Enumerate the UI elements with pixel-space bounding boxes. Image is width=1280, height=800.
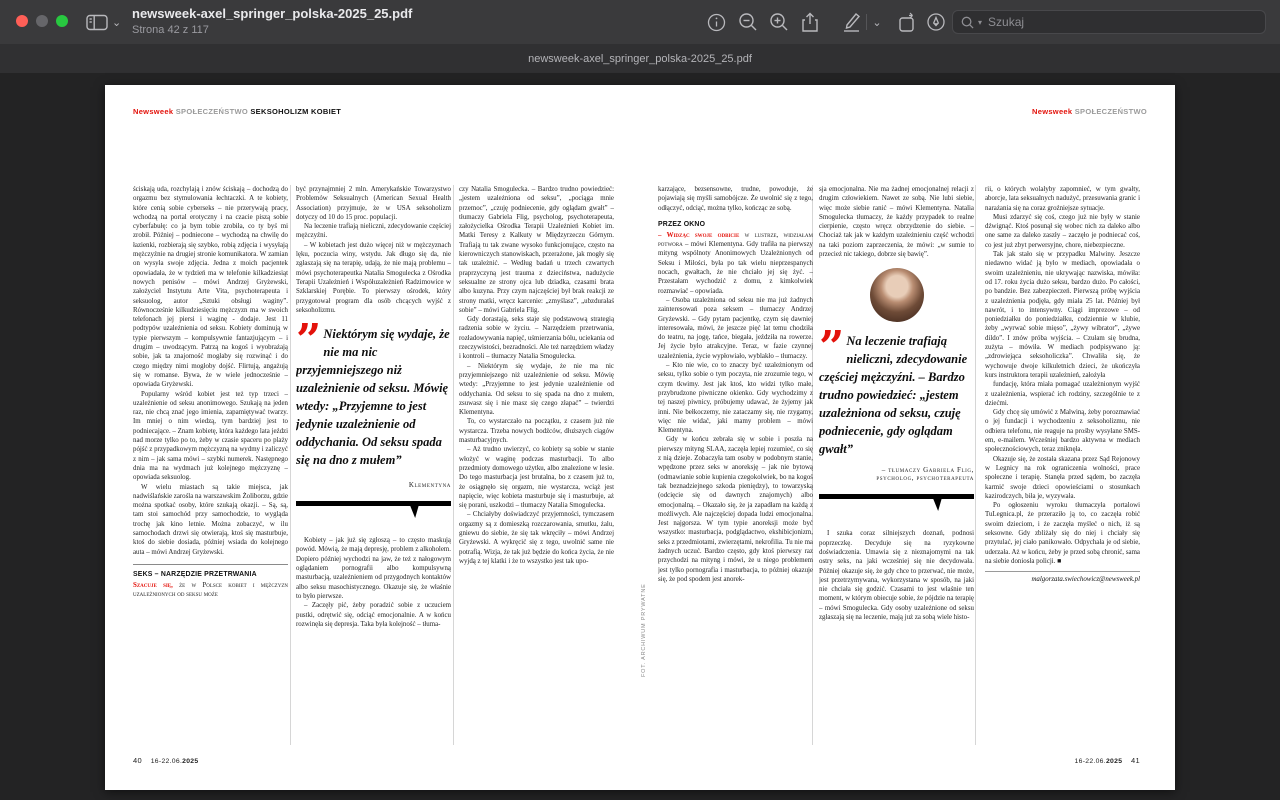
text-column-6 (985, 185, 1140, 751)
right-page-footer (1075, 756, 1140, 765)
document-tab[interactable]: newsweek-axel_springer_polska-2025_25.pdf (528, 52, 752, 65)
highlight-button[interactable] (923, 10, 949, 34)
column-divider (975, 185, 976, 745)
pull-quote-attribution (819, 466, 974, 482)
search-scope-chevron-icon: ▾ (978, 17, 983, 27)
article-paragraph: sja emocjonalna. Nie ma żadnej emocjonalnej relacji z drugim człowiekiem. Nawet ze sobą. Nie lubi siebie, więc może siebie ranić – mówi Klementyna. Natalia Smogulecka tłumaczy, że każdy przypadek to realne cierpienie, często wręcz obrzydzenie do siebie. – Chociaż tak jak w każdym uzależnieniu część wchodzi na taki poziom zaprzeczenia, że mówi: „w sumie to przecież nic takiego, dobrze się bawię”. (819, 186, 974, 259)
article-paragraph: W wielu miastach są takie miejsca, jak nadwiślańskie zarośla na warszawskim Żoliborzu, gdzie można spotkać osoby, które szukają okazji. – Są, są, tam stoi samochód przy samochodzie, to wygląda trochę jak kino letnie. Można zobaczyć, w ilu samochodach drzwi się otwierają, ktoś się masturbuje, ktoś do siebie dosiada, później wsiada do kolejnego auta – mówi Andrzej Gryżewski. (133, 483, 288, 556)
search-field[interactable] (952, 10, 1266, 34)
article-paragraph: Na leczenie trafiają nieliczni, zdecydowanie częściej mężczyźni. (296, 223, 451, 240)
lead-in-caps: że w Polsce kobiet i mężczyzn uzależnionych od seksu może (133, 581, 288, 599)
rotate-left-icon (897, 12, 917, 33)
zoom-out-icon (738, 12, 758, 32)
subheading: SEKS – NARZĘDZIE PRZETRWANIA (133, 564, 288, 579)
left-page-header (133, 107, 341, 116)
page-number: 41 (1131, 756, 1140, 765)
section-label: SPOŁECZEŃSTWO (175, 107, 248, 116)
window-title: newsweek-axel_springer_polska-2025_25.pdf (132, 6, 413, 21)
pull-quote-text: Na leczenie trafiają nieliczni, zdecydowanie częściej mężczyźni. – Bardzo trudno powiedzieć: „jestem uzależniona od seksu, czuję podniecenie, gdy oglądam gwałt” (819, 334, 968, 457)
quote-mark-icon: ” (819, 322, 845, 374)
markup-button[interactable] (838, 10, 864, 34)
document-scroll-area[interactable] (0, 73, 1280, 800)
markup-pen-icon (840, 11, 862, 33)
zoom-in-button[interactable] (766, 10, 792, 34)
zoom-out-button[interactable] (735, 10, 761, 34)
lead-in-caps: w lustrze, widziałam potwora (658, 231, 813, 249)
search-icon (961, 16, 974, 29)
share-icon (801, 12, 819, 33)
window-titlebar (0, 0, 1280, 45)
issue-date: 16-22.06. (150, 758, 183, 765)
article-paragraph: – Niektórym się wydaje, że nie ma nic przyjemniejszego niż uzależnienie od seksu. Mówię wtedy: „Przyjemne to jest jedynie uzależnienie od oddychania. Od seksu to się spada na dno z mułem, zsuwasz się i nie masz się czego złapać” – twierdzi Klementyna. (459, 362, 614, 417)
article-paragraph: Tak jak stało się w przypadku Malwiny. Jeszcze niedawno widać ją było w mediach, opowiadała o swoim uzależnieniu, nie ukrywając nazwiska, mówiła: od 17. roku życia dużo seksu, bardzo dużo. Po całości, po bandzie. Bez zabezpieczeń. Pierwszą próbę wyjścia z uzależnienia podjęła, gdy miała 25 lat. Później był nawrót, i to intensywny. Ciągi imprezowe – od poniedziałku do poniedziałku, codziennie w klubie, żeby „wyrwać sobie mięso”, „żywy wibrator”, „żywe dildo”. I znów próba wyjścia. – Czułam się brudna, zużyta – mówiła. W mediach podpisywano ją: „zdrowiejąca seksoholiczka”. Chwaliła się, że wychowuje dwoje kilkuletnich dzieci, że ukończyła kurs instruktora terapii uzależnień, założyła (985, 251, 1140, 379)
article-paragraph: – Kto nie wie, co to znaczy być uzależnionym od seksu, tylko sobie o tym poczyta, nie zrozumie tego, w czym tkwimy. Jest jak ktoś, kto widzi tylko małe, przybrudzone piwniczne okienko. Gdy wychodzimy z tej naszej piwnicy, próbujemy udawać, że żyjemy jak inni. Nie bełkoczemy, nie zataczamy się, nie rzygamy, więc nie widać, jaki mamy problem – mówi Klementyna. (658, 362, 813, 435)
document-tab-bar (0, 44, 1280, 74)
rotate-button[interactable] (894, 10, 920, 34)
article-paragraph: Gdy w końcu zebrała się w sobie i poszła na pierwszy mityng SLAA, zaczęła lepiej rozumieć, co się z nią dzieje. Zobaczyła tam osoby w podobnym stanie, wpędzone przez seks w anoreksję – jak nie bytową (odmawianie sobie kupienia czegokolwiek, bo na kogoś tak beznadziejnego szkoda pieniędzy), to towarzyską (odcięcie się od dawnych znajomych) albo emocjonalną. – Okazało się, że ja zapadłam na każdą z możliwych. Ale najczęściej dopada ludzi emocjonalna. Jest najgorsza. W tym typie anoreksji może być wszystko: masturbacja, podglądactwo, ekshibicjonizm, seks z przedmiotami, zwierzętami, nekrofilia. Tu nie ma żadnych uczuć. Bardzo często, gdy ktoś pierwszy raz przychodzi na mityng i mówi, że u niego problemem jest tylko pornografia i masturbacja, to później okazuje się, że pod spodem jest anorek- (658, 436, 813, 583)
issue-date: 16-22.06. (1074, 758, 1106, 765)
sidebar-toggle-button[interactable] (86, 11, 126, 33)
article-paragraph: Gdy dorastają, seks staje się podstawową strategią radzenia sobie w życiu. – Narzędziem przetrwania, rozładowywania napięć, uśmierzania bólu, uciekania od rzeczywistości, bezradności. Ale też narzędziem władzy i kontroli – tłumaczy Natalia Smogulecka. (459, 316, 614, 361)
pull-quote-attribution: Klementyna (408, 481, 451, 490)
info-icon (707, 13, 726, 32)
issue-year: 2025 (1105, 758, 1123, 765)
column-divider (453, 185, 454, 745)
sidebar-icon (86, 14, 108, 31)
pen-nib-circle-icon (926, 12, 946, 32)
newsweek-logo: Newsweek (133, 107, 174, 116)
search-input[interactable] (986, 14, 1220, 30)
issue-year: 2025 (182, 758, 199, 765)
magazine-spread-page (105, 85, 1175, 790)
article-paragraph: – Osoba uzależniona od seksu nie ma już żadnych zainteresowań poza seksem – tłumaczy Andrzej Gryżewski. – Gdy pytam pacjentkę, czym się dawniej interesowała, mówi, że jeszcze pięć lat temu chodziła do teatru, na jogę, tańce, biegała, jeździła na rowerze. Jej życie było atrakcyjne. Teraz, w fazie czynnej uzależnienia, życie wypłowiało, wyblakło – tłumaczy. (658, 296, 813, 360)
toolbar-divider (866, 14, 867, 30)
article-paragraph: ściskają uda, rozchylają i znów ściskają – dochodzą do orgazmu bez stymulowania łechtaczki. A te kobiety, które cenią sobie cyberseks – nie przerywają pracy, wchodzą na portal erotyczny i na czacie piszą sobie cyberfabułę: co ja bym tobie zrobiła, co ty byś mi zrobił. Później – podniecone – wychodzą na chwilę do łazienki, rozbierają się szybko, robią zdjęcia i wysyłają mężczyźnie na drugiej stronie komunikatora. W zamian on wysyła swoje zdjęcia. Jedna z moich pacjentek opowiadała, że w tydzień ma w telefonie kilkadziesiąt nowych penisów – mówi Andrzej Gryżewski, założyciel Instytutu Arte Vita, psychoterapeuta i seksuolog, autor „Sztuki obsługi waginy”. Równocześnie kilkudziesięciu mężczyzn ma w swoich telefonach jej piersi i waginę - dodaje. Jest 11 podtypów uzależnienia od seksu. Kobiety dominują w typie pierwszym – kompulsywnie fantazjującym – i drugim – uwodzącym. Patrzą na kogoś i wyobrażają sobie, jak ta znajomość mogłaby się rozwinąć i do czego między nimi mogłoby dojść. Flirtują, angażują się w romanse. Bywa, że w wiele jednocześnie – opowiada Gryżewski. (133, 186, 288, 389)
window-title-block (132, 7, 412, 37)
article-paragraph: To, co wystarczało na początku, z czasem już nie wystarcza. Trzeba nowych bodźców, dłuższych ciągów masturbacyjnych. (459, 418, 614, 445)
text-column-3 (459, 185, 614, 751)
article-paragraph: rii, o których wolałyby zapomnieć, w tym gwałty, aborcje, lata seksualnych nadużyć, przesuwania granic i narażania się na coraz groźniejsze sytuacje. (985, 186, 1140, 212)
article-paragraph: – Zaczęły pić, żeby poradzić sobie z uczuciem pustki, odrętwić się, odciąć emocjonalnie. A w końcu rozwinęła się depresja. Taka była kolejność – tłuma- (296, 602, 451, 628)
article-paragraph: Okazuje się, że została skazana przez Sąd Rejonowy w Legnicy na rok ograniczenia wolności, prace społeczne i terapię. Stanęła przed sądem, bo zaczęła karmić swoje dzieci opowieściami o stosunkach kazirodczych, biła je, wyzywała. (985, 455, 1140, 500)
pull-quote-text: Niektórym się wydaje, że nie ma nic przyjemniejszego niż uzależnienie od seksu. Mówię wtedy: „Przyjemne to jest jedynie uzależnienie od oddychania. Od seksu spada się na dno z mułem” (296, 327, 450, 468)
section-label: SPOŁECZEŃSTWO (1074, 107, 1147, 116)
subheading: PRZEZ OKNO (658, 220, 706, 228)
article-paragraph: – Aż trudno uwierzyć, co kobiety są sobie w stanie włożyć w waginę podczas masturbacji. To albo przedmioty domowego użytku, albo znalezione w lesie. Do tego masturbacja jest brutalna, bo z czasem już to, że osiągnęło się orgazm, nie wystarcza, wciąż jest napięcie, więc kobieta masturbuje się i masturbuje, aż się porani, uszkodzi – tłumaczy Natalia Smogulecka. (459, 446, 614, 510)
page-number: 40 (133, 756, 142, 765)
attribution-line: psycholog, psychoterapeuta (876, 474, 974, 483)
article-paragraph: karzające, bezsensowne, trudne, powoduje, że pojawiają się myśli samobójcze. Że uwolnić się z tego, odłączyć, odciąć, można tylko, kończąc ze sobą. (658, 186, 813, 212)
portrait-photo (870, 268, 924, 322)
article-lead-paragraph (658, 231, 813, 296)
article-paragraph: Kobiety – jak już się zgłoszą – to często maskują powód. Mówią, że mają depresję, problem z alkoholem. Dopiero później wychodzi na jaw, że też z nałogowym oglądaniem pornografii albo kompulsywną masturbacją, uzależnieniem od przygodnych kontaktów albo seksu masochistycznego. Okazuje się, że właśnie to było pierwsze. (296, 537, 451, 600)
lead-in-rest: – mówi Klementyna. Gdy trafiła na pierwszy mityng wspólnoty Anonimowych Uzależnionych od Seksu i Miłości, była po tak wielu nieprzespanych nocach, gwałtach, że nie chciało jej się żyć. – Przestałam wychodzić z domu, z kimkolwiek rozmawiać – opowiada. (658, 241, 813, 295)
pull-quote-right (819, 322, 974, 521)
info-button[interactable] (703, 10, 729, 34)
quote-mark-icon: ” (296, 315, 322, 367)
article-paragraph: Musi zdarzyć się coś, czego już nie były w stanie dźwignąć. Ktoś posunął się wobec nich za daleko albo one same za daleko zaszły – zaczęło je podniecać coś, co jest już zbyt perwersyjne, chore, niebezpieczne. (985, 213, 1140, 249)
pull-quote-left (296, 315, 451, 528)
minimize-window-button[interactable] (36, 15, 48, 27)
speech-tail-icon (406, 505, 419, 518)
article-lead-paragraph (133, 581, 288, 600)
column-divider (290, 185, 291, 745)
photo-credit: FOT. ARCHIWUM PRYWATNE (641, 583, 647, 677)
article-paragraph: Gdy chcę się umówić z Malwiną, żeby porozmawiać o jej fundacji i wychodzeniu z seksoholizmu, nie odbiera telefonu, nie reaguje na prośby wysyłane SMS-em, e-mailem. Wcześniej bardzo aktywna w mediach społecznościowych, teraz zniknęła. (985, 409, 1140, 454)
text-column-4 (658, 185, 813, 751)
right-page-header (1032, 107, 1147, 116)
share-button[interactable] (797, 10, 823, 34)
page-status: Strona 42 z 117 (132, 23, 209, 36)
article-paragraph: I szuka coraz silniejszych doznań, podnosi poprzeczkę. Decyduje się na ryzykowne doświadczenia. Umawia się z nieznajomymi na tak ostry seks, na jaki wcześniej się nie decydowała. Później okazuje się, że gdy chce to przerwać, nie może, jest przetrzymywana, wykorzystana w sposób, na jaki nie chciała się godzić. Czasami to jest właśnie ten moment, w którym obiecuje sobie, że pójdzie na terapię – mówi Smogulecka. Gdy osoby uzależnione od seksu zgłaszają się na leczenie, mają już za sobą wiele histo- (819, 530, 974, 622)
lead-in-red: Szacuje się, (133, 581, 180, 589)
author-email: malgorzata.swiechowicz@newsweek.pl (985, 571, 1140, 583)
article-paragraph: fundację, która miała pomagać uzależnionym wyjść z uzależnienia, wspierać ich rodziny, szczególnie te z dziećmi. (985, 381, 1140, 407)
quote-rule (819, 494, 974, 521)
article-paragraph: Po ogłoszeniu wyroku tłumaczyła portalowi TuLegnica.pl, że przeraziło ją to, co zaczęła robić swoim dzieciom, i że zaczęła myśleć o nich, iż są seksowne. Gdy zbliżały się do niej i chciały się przytulać, jej ciało panikowało. Odpychała je od siebie, uderzała. Aż w końcu, żeby je przed sobą chronić, sama na siebie doniosła policji. ■ (985, 502, 1140, 565)
close-window-button[interactable] (16, 15, 28, 27)
text-column-5 (819, 185, 974, 751)
article-paragraph: – Chciałyby doświadczyć przyjemności, tymczasem orgazmy są z domieszką rozczarowania, smutku, żalu, gniewu do siebie, że się tak wkręciły – mówi Andrzej Gryżewski. A wykręcić się z tego, uwolnić same nie potrafią. Wizja, że tak już będzie do końca życia, że nie wyjdą z tej klatki i że to wszystko jest tak upo- (459, 511, 614, 565)
lead-in-red: – Widząc swoje odbicie (658, 231, 745, 239)
markup-options-button[interactable] (869, 10, 885, 34)
left-page-footer (133, 756, 198, 765)
article-topic-label: SEKSOHOLIZM KOBIET (250, 107, 342, 116)
speech-tail-icon (929, 498, 942, 511)
article-paragraph: być przynajmniej 2 mln. Amerykańskie Towarzystwo Problemów Seksualnych (American Sexual Health Association) przyjmuje, że w USA seksoholizm dotyczy od 10 do 15 proc. populacji. (296, 186, 451, 221)
newsweek-logo: Newsweek (1032, 107, 1073, 116)
zoom-window-button[interactable] (56, 15, 68, 27)
zoom-in-icon (769, 12, 789, 32)
article-paragraph: czy Natalia Smogulecka. – Bardzo trudno powiedzieć: „jestem uzależniona od seksu”, „pociąga mnie przemoc”, „czuję podniecenie, gdy oglądam gwałt” – tłumaczy Gabriela Flig, psycholog, psychoterapeuta, założycielka Ośrodka Terapii Uzależnień Kobiet im. Matki Teresy z Kalkuty w Międzyrzeczu Górnym. Trafiają tu tak zwane wysoko funkcjonujące, często na kierowniczych stanowiskach, przerażone, jak mogły się tak uzależnić. – Według badań u trzech czwartych praprzyczyną jest trauma z dzieciństwa, nadużycie seksualne ze strony ojca lub dziadka, czasami brata albo kuzyna. Przy czym najczęściej był brak reakcji ze strony matki, wręcz karcenie: „zmyślasz”, „ubzdurałaś sobie” – mówi Gabriela Flig. (459, 186, 614, 314)
text-column-1 (133, 185, 288, 751)
article-paragraph: – W kobietach jest dużo więcej niż w mężczyznach lęku, poczucia winy, wstydu. Jak długo się da, nie zgłaszają się na terapię, udają, że nie mają problemu – mówi psychoterapeutka Natalia Smogulecka z Ośrodka Terapii Uzależnień i Współuzależnień Radzimowice w Szklarskiej Porębie. To pierwszy ośrodek, który przygotował program dla osób chcących wyjść z seksoholizmu. (296, 241, 451, 314)
text-column-2 (296, 185, 451, 751)
quote-rule (296, 501, 451, 528)
chevron-down-icon: ⌄ (112, 16, 122, 29)
chevron-down-icon: ⌄ (872, 16, 882, 29)
attribution-line: – tłumaczy Gabriela Flig, (881, 466, 974, 475)
article-paragraph: Popularny wśród kobiet jest też typ trzeci – uzależnienie od seksu anonimowego. Szukają na jeden raz, nie chcą znać jego imienia, zapamiętywać twarzy. Im mniej o nim wiedzą, tym bardziej jest to podniecające. – Znam kobietę, która każdego lata jeździ nad morze tylko po to, żeby w czasie spaceru po plaży pójść z przypadkowym mężczyzną na wydmy i zaliczyć z nim – jak sama mówi – szybki numerek. Następnego dnia ma na wydmach już kolejnego mężczyznę – opowiada seksuolog. (133, 390, 288, 482)
